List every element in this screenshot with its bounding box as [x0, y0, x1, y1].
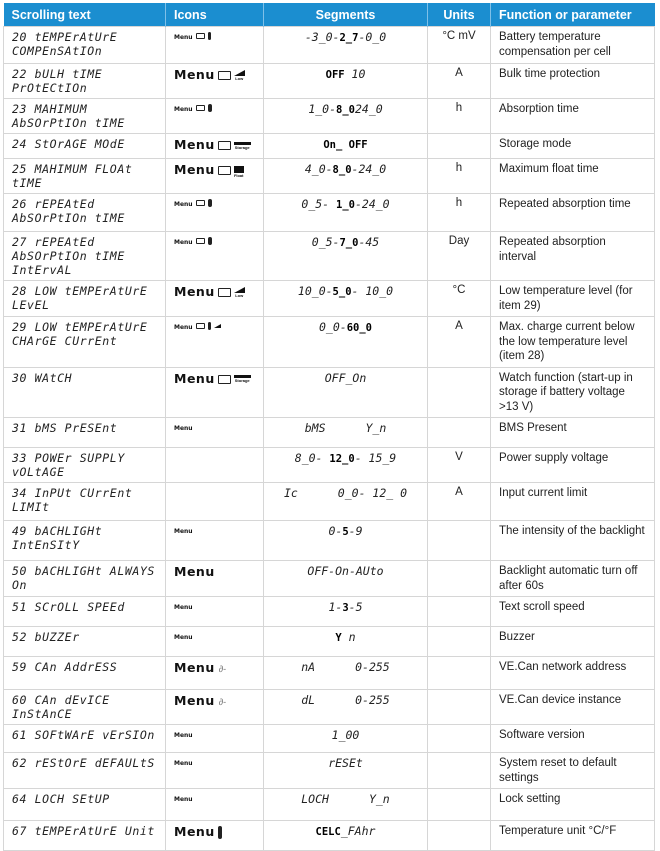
thermometer-icon [208, 32, 211, 40]
segment-default: On_ OFF [323, 139, 368, 151]
header-segments: Segments [264, 3, 428, 27]
battery-icon [218, 71, 231, 80]
segments-cell [264, 232, 428, 281]
segment-default: 8_0 [332, 164, 352, 176]
menu-label: Menu [174, 284, 215, 299]
battery-icon [196, 323, 205, 329]
header-icons: Icons [166, 3, 264, 27]
units-cell [428, 561, 491, 597]
function-cell: Lock setting [491, 789, 655, 821]
menu-label: Menu [174, 528, 193, 535]
header-function: Function or parameter [491, 3, 655, 27]
low-label: Low [235, 293, 244, 299]
segments-cell [264, 753, 428, 789]
icons-cell [166, 134, 264, 159]
menu-label: Menu [174, 634, 193, 641]
units-cell: A [428, 317, 491, 368]
storage-icon [234, 142, 251, 150]
table-row [4, 159, 655, 194]
segment-range: 4_0- [304, 162, 333, 176]
icons-cell [166, 627, 264, 657]
icons-cell [166, 521, 264, 561]
menu-label: Menu [174, 162, 215, 177]
units-cell [428, 134, 491, 159]
table-header-row [4, 3, 655, 27]
segments-cell [264, 657, 428, 690]
table-row [4, 483, 655, 521]
units-cell [428, 367, 491, 418]
segment-default: 3 [342, 602, 349, 614]
segment-default: CELC [315, 826, 341, 838]
segment-right: 0-255 [355, 693, 390, 707]
units-cell [428, 418, 491, 448]
segments-cell [264, 725, 428, 753]
segment-default: 1_0 [336, 199, 355, 211]
segment-range: _FAhr [340, 824, 376, 838]
segment-range: -5 [348, 600, 363, 614]
menu-label: Menu [174, 324, 193, 331]
icons-cell [166, 690, 264, 725]
segment-range: -0_0 [358, 30, 387, 44]
function-cell: Buzzer [491, 627, 655, 657]
segment-left: Ic [283, 486, 298, 500]
segments-cell [264, 159, 428, 194]
table-row [4, 134, 655, 159]
scrolling-text-cell: 26 rEPEAtEd AbSOrPtIOn tIME [4, 194, 166, 232]
menu-label: Menu [174, 760, 193, 767]
segment-range: 10 [344, 67, 366, 81]
battery-icon [218, 166, 231, 175]
segment-range: 10_0- [297, 284, 333, 298]
segment-range: 8_0- [294, 451, 330, 465]
icons-cell [166, 725, 264, 753]
segment-range: 1_00 [331, 728, 360, 742]
icons-cell [166, 597, 264, 627]
units-cell [428, 657, 491, 690]
menu-label: Menu [174, 824, 215, 839]
absorption-icon [208, 104, 212, 112]
table-row [4, 561, 655, 597]
units-cell: A [428, 64, 491, 99]
icons-cell [166, 27, 264, 64]
scrolling-text-cell: 49 bACHLIGHt IntEnSItY [4, 521, 166, 561]
battery-icon [218, 288, 231, 297]
battery-icon [196, 33, 205, 39]
table-row [4, 521, 655, 561]
scrolling-text-cell: 64 LOCH SEtUP [4, 789, 166, 821]
low-ramp [214, 324, 221, 328]
units-cell: h [428, 194, 491, 232]
function-cell: Backlight automatic turn off after 60s [491, 561, 655, 597]
units-cell [428, 627, 491, 657]
battery-icon [196, 238, 205, 244]
function-cell: Absorption time [491, 99, 655, 134]
segments-cell [264, 789, 428, 821]
segment-range: - 10_0 [351, 284, 394, 298]
segment-range: OFF-On-AUto [307, 564, 384, 578]
segments-cell [264, 821, 428, 851]
segments-cell [264, 690, 428, 725]
segments-cell [264, 134, 428, 159]
table-row [4, 448, 655, 483]
segment-range: 1_0- [308, 102, 337, 116]
menu-label: Menu [174, 425, 193, 432]
units-cell [428, 753, 491, 789]
function-cell: Temperature unit °C/°F [491, 821, 655, 851]
segments-cell [264, 367, 428, 418]
segment-default: Y [335, 632, 342, 644]
scrolling-text-cell: 60 CAn dEvICE InStAnCE [4, 690, 166, 725]
segments-cell [264, 317, 428, 368]
parameters-table [3, 3, 655, 851]
function-cell: System reset to default settings [491, 753, 655, 789]
icons-cell [166, 561, 264, 597]
segment-range: -24_0 [351, 162, 387, 176]
menu-label: Menu [174, 796, 193, 803]
scrolling-text-cell: 24 StOrAGE MOdE [4, 134, 166, 159]
units-cell: h [428, 159, 491, 194]
icons-cell [166, 367, 264, 418]
scrolling-text-cell: 28 LOW tEMPErAtUrE LEvEL [4, 281, 166, 317]
storage-label: Storage [234, 378, 250, 384]
storage-icon [234, 375, 251, 383]
segment-range: -9 [348, 524, 363, 538]
function-cell: Repeated absorption interval [491, 232, 655, 281]
low-icon [234, 287, 245, 298]
menu-label: Menu [174, 34, 193, 41]
segments-cell [264, 27, 428, 64]
table-row [4, 367, 655, 418]
icons-cell [166, 753, 264, 789]
header-scrolling-text: Scrolling text [4, 3, 166, 27]
units-cell [428, 521, 491, 561]
units-cell: Day [428, 232, 491, 281]
absorption-icon [208, 237, 212, 245]
menu-label: Menu [174, 693, 215, 708]
function-cell: Watch function (start-up in storage if battery voltage >13 V) [491, 367, 655, 418]
segment-range: -45 [358, 235, 380, 249]
menu-label: Menu [174, 137, 215, 152]
menu-label: Menu [174, 370, 215, 386]
table-row [4, 317, 655, 368]
segment-default: 7_0 [339, 237, 359, 249]
table-row [4, 627, 655, 657]
function-cell: Bulk time protection [491, 64, 655, 99]
function-cell: VE.Can network address [491, 657, 655, 690]
icons-cell [166, 194, 264, 232]
function-cell: Maximum float time [491, 159, 655, 194]
float-block [234, 164, 244, 173]
float-label: Float [233, 172, 244, 178]
table-row [4, 657, 655, 690]
segment-range: 0- [328, 524, 343, 538]
function-cell: Text scroll speed [491, 597, 655, 627]
function-cell: Storage mode [491, 134, 655, 159]
table-row [4, 725, 655, 753]
segment-range: rESEt [328, 756, 363, 770]
network-icon: ∂- [218, 663, 227, 674]
function-cell: Software version [491, 725, 655, 753]
segment-range: -24_0 [354, 197, 390, 211]
segments-cell [264, 521, 428, 561]
menu-label: Menu [174, 564, 215, 579]
scrolling-text-cell: 50 bACHLIGHt ALWAYS On [4, 561, 166, 597]
scrolling-text-cell: 22 bULH tIME PrOtECtIOn [4, 64, 166, 99]
segment-range: 0_0- [319, 320, 347, 334]
table-row [4, 690, 655, 725]
icons-cell [166, 483, 264, 521]
scrolling-text-cell: 29 LOW tEMPErAtUrE CHArGE CUrrEnt [4, 317, 166, 368]
units-cell [428, 821, 491, 851]
segment-range: n [341, 630, 356, 644]
units-cell [428, 725, 491, 753]
scrolling-text-cell: 30 WAtCH [4, 367, 166, 418]
segments-cell [264, 627, 428, 657]
segment-default: 8_0 [336, 104, 355, 116]
table-row [4, 64, 655, 99]
menu-label: Menu [174, 660, 215, 675]
table-row [4, 789, 655, 821]
icons-cell [166, 159, 264, 194]
low-icon [234, 70, 245, 81]
segment-default: 2_7 [339, 32, 359, 44]
icons-cell [166, 317, 264, 368]
segment-right: Y_n [368, 792, 390, 806]
table-row [4, 753, 655, 789]
float-icon [234, 164, 244, 178]
segments-cell [264, 281, 428, 317]
function-cell: Power supply voltage [491, 448, 655, 483]
segment-default: OFF [325, 69, 345, 81]
menu-label: Menu [174, 201, 193, 208]
icons-cell [166, 99, 264, 134]
scrolling-text-cell: 31 bMS PrESEnt [4, 418, 166, 448]
units-cell: °C [428, 281, 491, 317]
scrolling-text-cell: 23 MAHIMUM AbSOrPtIOn tIME [4, 99, 166, 134]
segment-range: OFF_On [324, 370, 367, 385]
segments-cell [264, 483, 428, 521]
segment-default: 12_0 [329, 453, 355, 465]
segment-default: 5_0 [332, 286, 352, 298]
scrolling-text-cell: 61 SOFtWArE vErSIOn [4, 725, 166, 753]
low-label: Low [235, 76, 244, 82]
units-cell [428, 597, 491, 627]
battery-icon [196, 105, 205, 111]
table-row [4, 418, 655, 448]
scrolling-text-cell: 27 rEPEAtEd AbSOrPtIOn tIME IntErvAL [4, 232, 166, 281]
scrolling-text-cell: 51 SCrOLL SPEEd [4, 597, 166, 627]
icons-cell [166, 232, 264, 281]
units-cell: °C mV [428, 27, 491, 64]
scrolling-text-cell: 62 rEStOrE dEFAULtS [4, 753, 166, 789]
table-row [4, 99, 655, 134]
segments-cell [264, 194, 428, 232]
menu-label: Menu [174, 604, 193, 611]
segment-range: 1- [328, 600, 343, 614]
function-cell: BMS Present [491, 418, 655, 448]
menu-label: Menu [174, 239, 193, 246]
menu-label: Menu [174, 732, 193, 739]
function-cell: VE.Can device instance [491, 690, 655, 725]
icons-cell [166, 657, 264, 690]
segments-cell [264, 99, 428, 134]
scrolling-text-cell: 25 MAHIMUM FLOAt tIME [4, 159, 166, 194]
battery-icon [218, 141, 231, 150]
segment-right: 0-255 [355, 660, 390, 674]
segment-range: 0_5- [311, 235, 340, 249]
units-cell: V [428, 448, 491, 483]
storage-label: Storage [234, 144, 250, 150]
menu-label: Menu [174, 67, 215, 82]
segment-range: - 15_9 [354, 451, 397, 465]
table-row [4, 232, 655, 281]
icons-cell [166, 821, 264, 851]
battery-icon [218, 375, 231, 384]
function-cell: Low temperature level (for item 29) [491, 281, 655, 317]
segments-cell [264, 64, 428, 99]
segments-cell [264, 418, 428, 448]
segment-default: 5 [342, 526, 349, 538]
icons-cell [166, 281, 264, 317]
scrolling-text-cell: 67 tEMPErAtUrE Unit [4, 821, 166, 851]
table-row [4, 194, 655, 232]
function-cell: Max. charge current below the low temperature level (item 28) [491, 317, 655, 368]
segment-left: dL [301, 693, 316, 707]
segment-left: bMS [304, 421, 326, 435]
segment-range: -3_0- [304, 30, 340, 44]
segment-left: nA [301, 660, 316, 674]
segments-cell [264, 561, 428, 597]
header-units: Units [428, 3, 491, 27]
function-cell: The intensity of the backlight [491, 521, 655, 561]
network-icon: ∂- [218, 696, 227, 707]
absorption-icon [208, 199, 212, 207]
segments-cell [264, 448, 428, 483]
segment-right: 0_0- 12_ 0 [337, 486, 408, 500]
battery-icon [196, 200, 205, 206]
scrolling-text-cell: 20 tEMPErAtUrE COMPEnSAtIOn [4, 27, 166, 64]
icons-cell [166, 448, 264, 483]
scrolling-text-cell: 34 InPUt CUrrEnt LIMIt [4, 483, 166, 521]
function-cell: Repeated absorption time [491, 194, 655, 232]
icons-cell [166, 789, 264, 821]
segment-default: 60_0 [346, 322, 372, 334]
low-icon [214, 324, 221, 328]
segment-left: LOCH [301, 792, 329, 806]
scrolling-text-cell: 33 POWEr SUPPLY vOLtAGE [4, 448, 166, 483]
scrolling-text-cell: 52 bUZZEr [4, 627, 166, 657]
table-row [4, 597, 655, 627]
scrolling-text-cell: 59 CAn AddrESS [4, 657, 166, 690]
table-row [4, 821, 655, 851]
units-cell: A [428, 483, 491, 521]
table-row [4, 281, 655, 317]
units-cell [428, 690, 491, 725]
icons-cell [166, 64, 264, 99]
units-cell: h [428, 99, 491, 134]
segment-right: Y_n [365, 421, 387, 435]
table-row [4, 27, 655, 64]
segment-range: 24_0 [354, 102, 383, 116]
function-cell: Battery temperature compensation per cell [491, 27, 655, 64]
menu-label: Menu [174, 106, 193, 113]
icons-cell [166, 418, 264, 448]
thermometer-icon [218, 826, 222, 839]
function-cell: Input current limit [491, 483, 655, 521]
thermometer-icon [208, 322, 211, 330]
segment-range: 0_5- [301, 197, 337, 211]
segments-cell [264, 597, 428, 627]
units-cell [428, 789, 491, 821]
